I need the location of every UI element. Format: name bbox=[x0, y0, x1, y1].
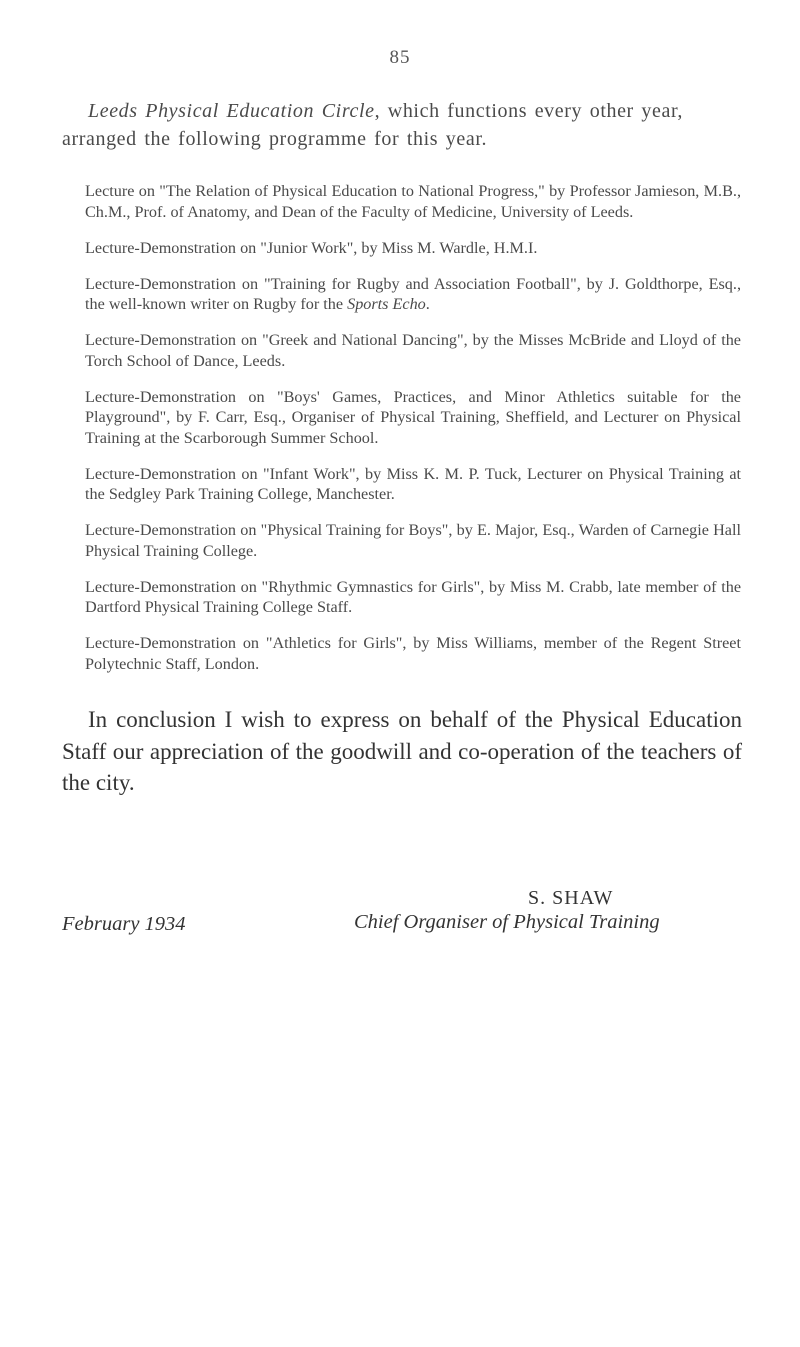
page-number: 85 bbox=[389, 47, 411, 68]
lecture-item: Lecture-Demonstration on "Junior Work", by Miss M. Wardle, H.M.I. bbox=[85, 238, 538, 257]
publication-name: Sports Echo bbox=[347, 295, 426, 313]
lecture-item: Lecture-Demonstration on "Physical Training for Boys", by E. Major, Esq., Warden of Carnegie Hall Physical Training College. bbox=[85, 521, 741, 560]
lecture-item: Lecture-Demonstration on "Athletics for Girls", by Miss Williams, member of the Regent Street Polytechnic Staff, London. bbox=[85, 634, 741, 673]
lecture-item bbox=[85, 274, 741, 315]
lecture-item: Lecture-Demonstration on "Infant Work", by Miss K. M. P. Tuck, Lecturer on Physical Training at the Sedgley Park Training College, Manchester. bbox=[85, 464, 741, 503]
intro-paragraph bbox=[62, 97, 742, 153]
signature-title: Chief Organiser of Physical Training bbox=[354, 911, 660, 933]
lecture-item: Lecture-Demonstration on "Rhythmic Gymnastics for Girls", by Miss M. Crabb, late member of the Dartford Physical Training College Staff. bbox=[85, 577, 741, 616]
lecture-list bbox=[85, 181, 741, 690]
lecture-item: Lecture-Demonstration on "Boys' Games, Practices, and Minor Athletics suitable for the Playground", by F. Carr, Esq., Organiser of Physical Training, Sheffield, and Lecturer on Physical Training at the Scarborough Summer School. bbox=[85, 387, 741, 447]
signature-date: February 1934 bbox=[62, 913, 186, 935]
intro-text: , which functions every other year, arranged the following programme for this year. bbox=[62, 100, 684, 150]
circle-name: Leeds Physical Education Circle bbox=[88, 100, 375, 122]
conclusion-paragraph: In conclusion I wish to express on behalf of the Physical Education Staff our appreciation of the goodwill and co-operation of the teachers of the city. bbox=[62, 707, 742, 795]
lecture-item: Lecture on "The Relation of Physical Education to National Progress," by Professor Jamieson, M.B., Ch.M., Prof. of Anatomy, and Dean of the Faculty of Medicine, University of Leeds. bbox=[85, 182, 741, 221]
signature-name: S. SHAW bbox=[528, 887, 614, 909]
lecture-suffix: . bbox=[425, 295, 430, 313]
lecture-item: Lecture-Demonstration on "Greek and National Dancing", by the Misses McBride and Lloyd of the Torch School of Dance, Leeds. bbox=[85, 331, 741, 370]
lecture-text: Lecture-Demonstration on "Training for Rugby and Association Football", by J. Goldthorpe, Esq., the well-known writer on Rugby for the bbox=[85, 274, 741, 313]
